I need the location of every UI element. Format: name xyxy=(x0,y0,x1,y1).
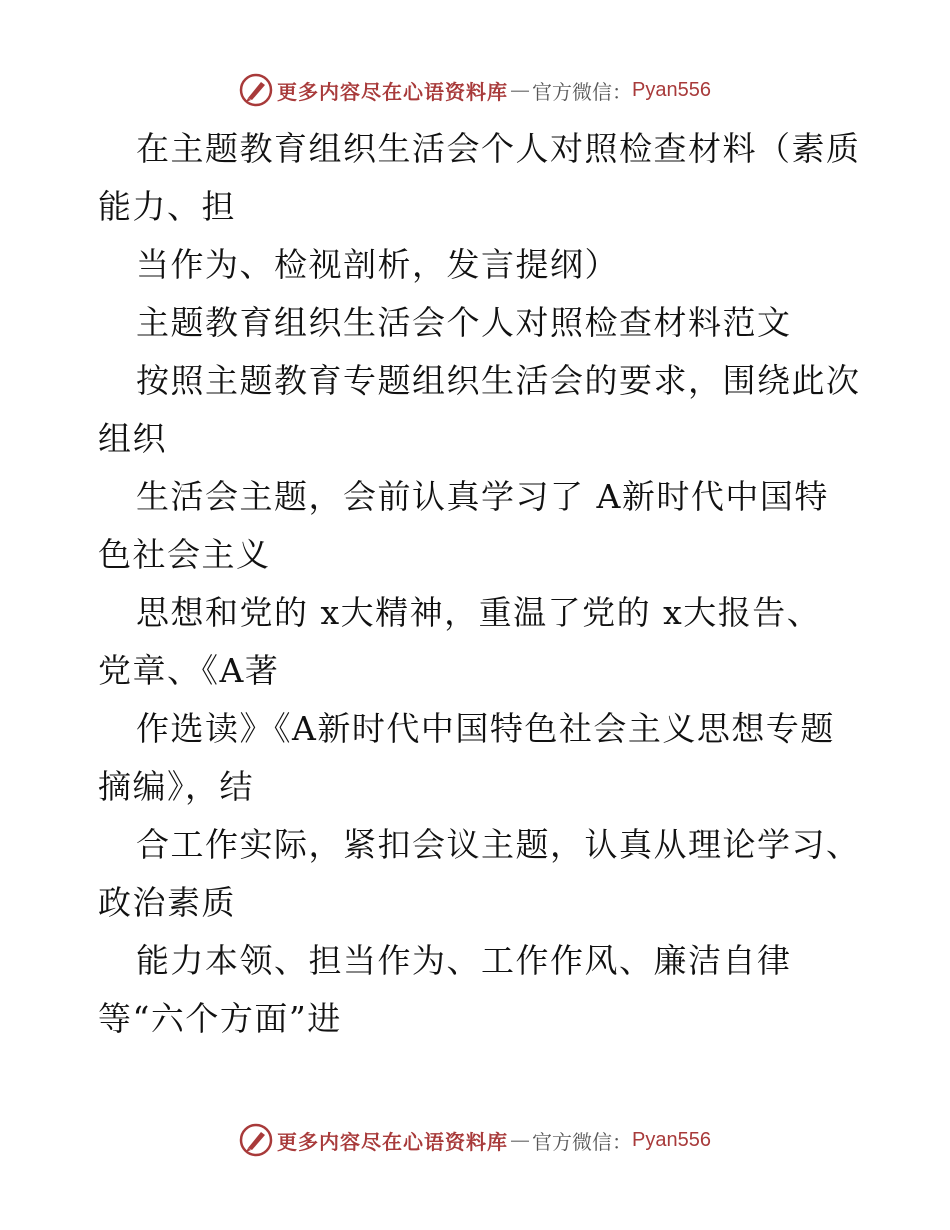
body-line: 生活会主题，会前认真学习了 A新时代中国特 xyxy=(136,477,829,516)
footer-brand-text: 更多内容尽在心语资料库 xyxy=(277,1129,509,1154)
page-footer-watermark xyxy=(0,1120,950,1160)
header-brand xyxy=(239,73,711,107)
header-official-label: 官方微信： xyxy=(532,79,633,104)
body-line: 能力、担 xyxy=(98,187,236,226)
body-line: 主题教育组织生活会个人对照检查材料范文 xyxy=(136,303,792,342)
body-line: 合工作实际，紧扣会议主题，认真从理论学习、 xyxy=(136,825,861,864)
page-header-watermark xyxy=(0,70,950,110)
footer-separator: — xyxy=(510,1128,531,1152)
body-line: 党章、《A著 xyxy=(98,651,280,690)
header-brand-text: 更多内容尽在心语资料库 xyxy=(277,79,509,104)
body-line: 组织 xyxy=(98,419,167,458)
header-separator: — xyxy=(510,78,531,102)
body-line: 按照主题教育专题组织生活会的要求，围绕此次 xyxy=(136,361,861,400)
body-line: 思想和党的 x大精神，重温了党的 x大报告、 xyxy=(136,593,822,632)
header-wechat-handle: Pyan556 xyxy=(632,78,711,101)
body-line: 政治素质 xyxy=(98,883,236,922)
footer-official-label: 官方微信： xyxy=(532,1129,633,1154)
body-line: 在主题教育组织生活会个人对照检查材料（素质 xyxy=(136,129,861,168)
document-body xyxy=(98,120,861,1048)
footer-wechat-handle: Pyan556 xyxy=(632,1128,711,1151)
body-line: 等“六个方面”进 xyxy=(98,999,342,1038)
body-line: 摘编》，结 xyxy=(98,767,254,806)
body-line: 色社会主义 xyxy=(98,535,271,574)
quill-pen-logo-icon xyxy=(239,1123,273,1157)
footer-brand xyxy=(239,1123,711,1157)
body-line: 当作为、检视剖析，发言提纲） xyxy=(136,245,619,284)
body-line: 能力本领、担当作为、工作作风、廉洁自律 xyxy=(136,941,792,980)
body-line: 作选读》《A新时代中国特色社会主义思想专题 xyxy=(136,709,835,748)
quill-pen-logo-icon xyxy=(239,73,273,107)
